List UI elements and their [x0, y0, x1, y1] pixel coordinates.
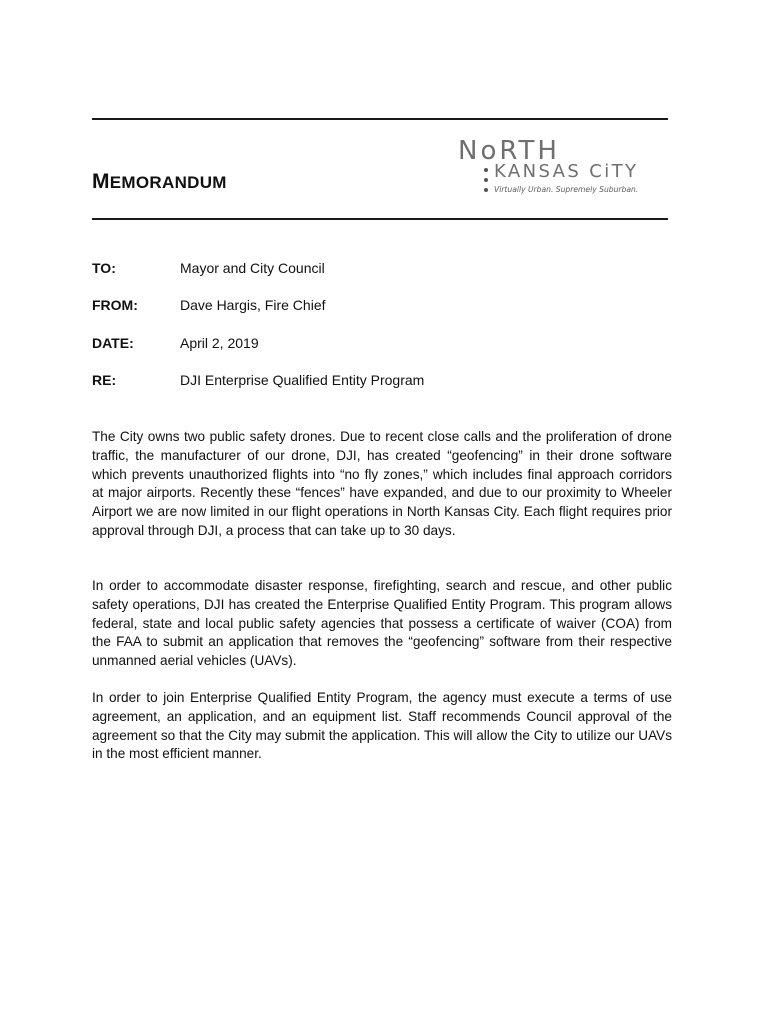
memo-title-rest: EMORANDUM: [109, 173, 227, 192]
re-value: DJI Enterprise Qualified Entity Program: [180, 372, 425, 388]
body-paragraph-3: In order to join Enterprise Qualified Entity Program, the agency must execute a terms of use agreement, an application, and an equipment list. Staff recommends Council approval of the agreement so that the City may submit the application. This will allow the City to utilize our UAVs in the most efficient manner.: [92, 690, 672, 762]
from-label: FROM:: [92, 297, 138, 313]
date-value: April 2, 2019: [180, 335, 259, 351]
to-value: Mayor and City Council: [180, 260, 325, 276]
to-label: TO:: [92, 260, 116, 276]
header-top-rule: [92, 118, 668, 120]
header-bottom-rule: [92, 218, 668, 220]
logo-north-text: NoRTH: [458, 136, 560, 166]
body-paragraph-2: In order to accommodate disaster response, firefighting, search and rescue, and other public safety operations, DJI has created the Enterprise Qualified Entity Program. This program allows federal, state and local public safety agencies that possess a certificate of waiver (COA) from the FAA to submit an application that removes the “geofencing” software from their respective unmanned aerial vehicles (UAVs).: [92, 578, 672, 669]
date-label: DATE:: [92, 335, 134, 351]
city-logo: [458, 136, 668, 202]
memo-title: [92, 170, 227, 194]
memo-title-initial: M: [92, 170, 110, 193]
logo-kansas-city-text: KANSAS CiTY: [494, 161, 639, 182]
logo-tagline: Virtually Urban. Supremely Suburban.: [494, 185, 639, 194]
from-value: Dave Hargis, Fire Chief: [180, 297, 326, 313]
body-paragraph-1: The City owns two public safety drones. Due to recent close calls and the proliferation of drone traffic, the manufacturer of our drone, DJI, has created “geofencing” in their drone software which prevents unauthorized flights into “no fly zones,” which includes final approach corridors at major airports. Recently these “fences” have expanded, and due to our proximity to Wheeler Airport we are now limited in our flight operations in North Kansas City. Each flight requires prior approval through DJI, a process that can take up to 30 days.: [92, 429, 672, 538]
logo-dots-icon: [484, 164, 490, 198]
re-label: RE:: [92, 372, 117, 388]
